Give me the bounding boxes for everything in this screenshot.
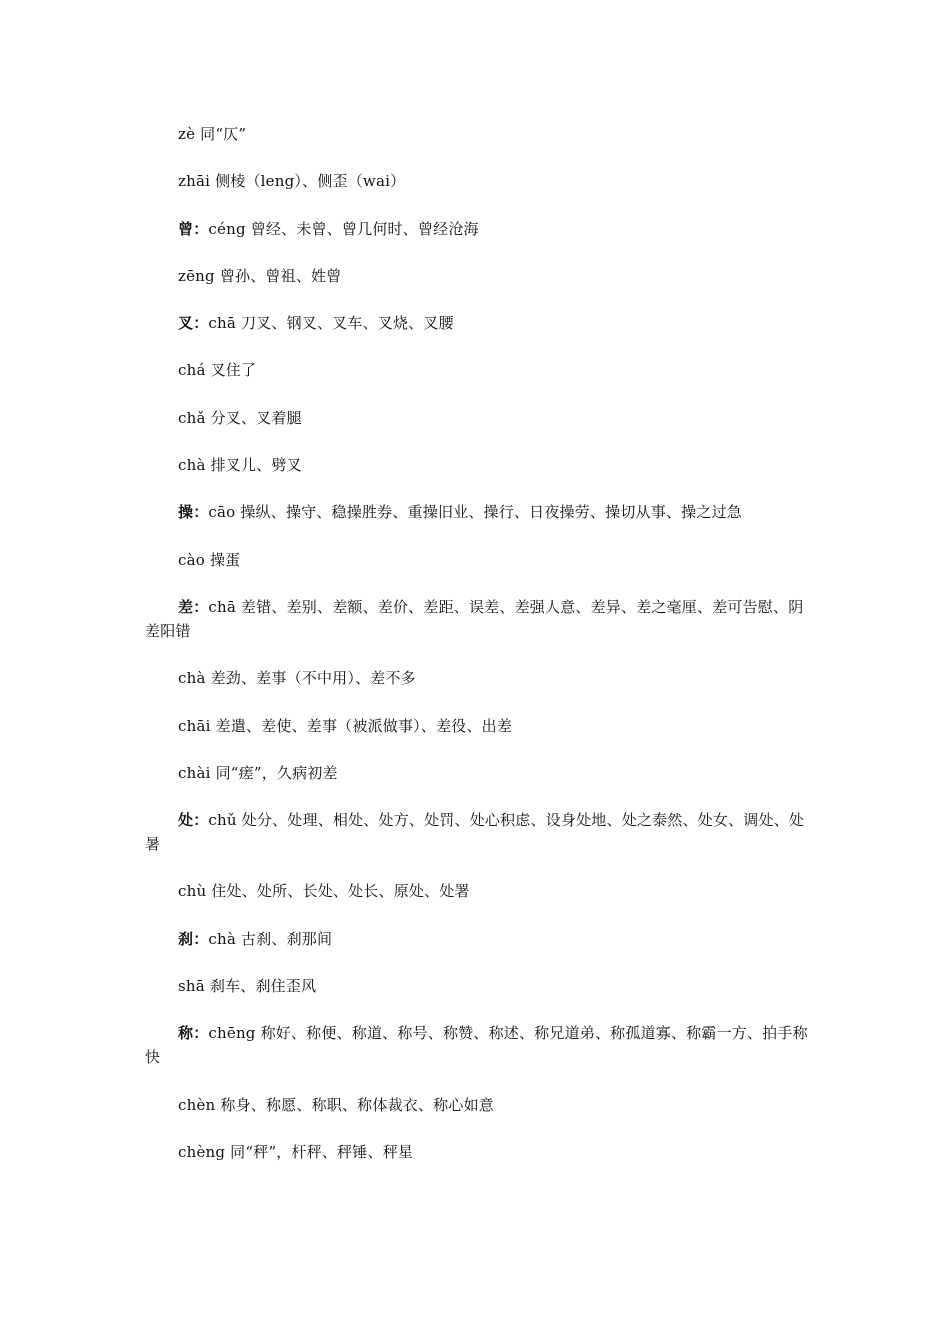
pinyin: chèng: [178, 1142, 226, 1161]
example-words: 侧棱（leng）、侧歪（wai）: [215, 172, 406, 191]
pinyin: zè: [178, 125, 196, 143]
entry-character: 叉：: [178, 314, 209, 333]
example-words: 曾孙、曾祖、姓曾: [219, 266, 342, 285]
example-words: 操纵、操守、稳操胜券、重操旧业、操行、日夜操劳、操切从事、操之过急: [240, 503, 742, 522]
pinyin: céng: [208, 219, 246, 238]
pinyin: chāi: [178, 716, 211, 735]
paragraph: [145, 974, 813, 998]
document-body: [145, 122, 813, 1187]
pinyin: chá: [178, 361, 206, 380]
example-words: 分叉、叉着腿: [210, 408, 302, 427]
example-words: 同“仄”: [200, 125, 247, 143]
entry-character: 处：: [178, 811, 209, 830]
pinyin: chà: [208, 929, 237, 948]
entry-character: 称：: [178, 1024, 209, 1043]
pinyin: chǎ: [178, 408, 206, 427]
example-words: 处分、处理、相处、处方、处罚、处心积虑、设身处地、处之泰然、处女、调处、处暑: [145, 811, 805, 854]
entry-character: 曾：: [178, 219, 209, 238]
pinyin: shā: [178, 977, 205, 996]
pinyin: chā: [208, 314, 237, 333]
pinyin: chēng: [208, 1024, 256, 1043]
example-words: 差劲、差事（不中用）、差不多: [210, 669, 416, 688]
pinyin: zēng: [178, 266, 215, 285]
example-words: 刀叉、钢叉、叉车、叉烧、叉腰: [240, 314, 454, 333]
paragraph: [145, 714, 813, 738]
paragraph: [145, 500, 813, 524]
example-words: 古刹、刹那间: [240, 929, 333, 948]
pinyin: chà: [178, 669, 206, 688]
example-words: 叉住了: [210, 361, 257, 380]
paragraph: [145, 122, 813, 146]
pinyin: chǔ: [208, 811, 237, 830]
paragraph: [145, 879, 813, 903]
entry-character: 刹：: [178, 929, 209, 948]
paragraph: [145, 1021, 813, 1069]
paragraph: [145, 311, 813, 335]
pinyin: chà: [178, 456, 206, 475]
example-words: 操蛋: [209, 550, 241, 569]
paragraph: [145, 666, 813, 690]
paragraph: [145, 217, 813, 241]
pinyin: cāo: [208, 503, 236, 522]
paragraph: [145, 169, 813, 193]
entry-character: 操：: [178, 503, 209, 522]
pinyin: chā: [208, 597, 237, 616]
paragraph: [145, 808, 813, 856]
example-words: 刹车、刹住歪风: [209, 977, 317, 996]
example-words: 排叉儿、劈叉: [210, 456, 302, 475]
example-words: 差遣、差使、差事（被派做事）、差役、出差: [215, 716, 513, 735]
example-words: 住处、处所、长处、处长、原处、处署: [211, 882, 470, 901]
example-words: 同“秤”，杆秤、秤锤、秤星: [230, 1142, 414, 1161]
paragraph: [145, 453, 813, 477]
paragraph: [145, 406, 813, 430]
paragraph: [145, 595, 813, 643]
pinyin: chèn: [178, 1095, 216, 1114]
paragraph: [145, 761, 813, 785]
paragraph: [145, 927, 813, 951]
example-words: 称身、称愿、称职、称体裁衣、称心如意: [220, 1095, 494, 1114]
entry-character: 差：: [178, 597, 209, 616]
paragraph: [145, 358, 813, 382]
pinyin: cào: [178, 550, 205, 569]
paragraph: [145, 264, 813, 288]
pinyin: chù: [178, 882, 207, 901]
paragraph: [145, 1140, 813, 1164]
pinyin: chài: [178, 763, 211, 782]
pinyin: zhāi: [178, 172, 211, 191]
example-words: 称好、称便、称道、称号、称赞、称述、称兄道弟、称孤道寡、称霸一方、拍手称快: [145, 1024, 808, 1067]
paragraph: [145, 1093, 813, 1117]
paragraph: [145, 548, 813, 572]
example-words: 曾经、未曾、曾几何时、曾经沧海: [250, 219, 479, 238]
example-words: 同“瘥”，久病初差: [215, 763, 338, 782]
example-words: 差错、差别、差额、差价、差距、误差、差强人意、差异、差之毫厘、差可告慰、阴差阳错: [145, 597, 804, 640]
